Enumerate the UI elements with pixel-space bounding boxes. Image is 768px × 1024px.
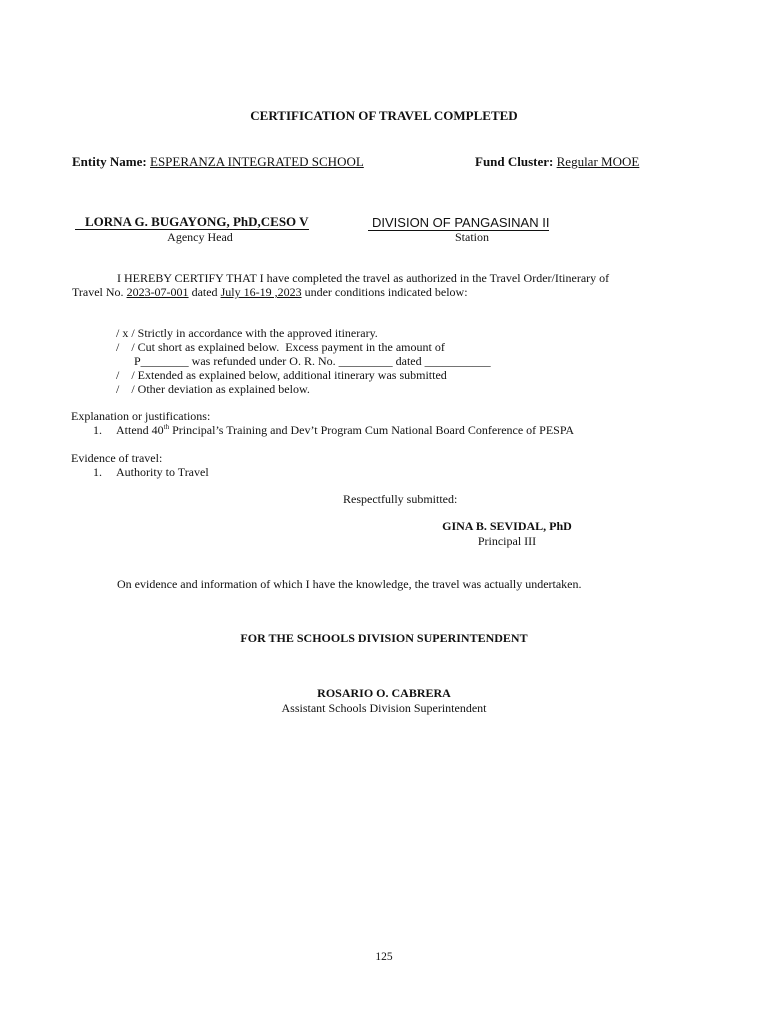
fund-cluster-row xyxy=(475,154,639,170)
fund-cluster-label: Fund Cluster: xyxy=(475,154,554,169)
explanation-sup: th xyxy=(163,423,170,431)
condition-other: / / Other deviation as explained below. xyxy=(116,382,310,396)
travel-no-label: Travel No. xyxy=(72,285,124,299)
station-label: Station xyxy=(454,230,489,244)
travel-date-value: July 16-19 ,2023 xyxy=(220,285,302,299)
entity-name-label: Entity Name: xyxy=(72,154,147,169)
page-number: 125 xyxy=(375,951,393,963)
fund-cluster-value: Regular MOOE xyxy=(556,154,640,169)
agency-head-label: Agency Head xyxy=(167,230,233,244)
explanation-label: Explanation or justifications: xyxy=(71,409,211,423)
principal-name: GINA B. SEVIDAL, PhD xyxy=(442,519,572,533)
principal-title: Principal III xyxy=(477,534,537,548)
evidence-number: 1. xyxy=(93,465,102,479)
entity-name-row xyxy=(72,154,364,170)
condition-strict: / x / Strictly in accordance with the approved itinerary. xyxy=(116,326,378,340)
certify-line-2 xyxy=(72,285,468,300)
attestation-text: On evidence and information of which I have the knowledge, the travel was actually undertaken. xyxy=(117,577,582,591)
respectfully-submitted: Respectfully submitted: xyxy=(343,492,458,506)
condition-extended: / / Extended as explained below, additional itinerary was submitted xyxy=(116,368,447,382)
certify-suffix: under conditions indicated below: xyxy=(304,285,468,299)
asds-title: Assistant Schools Division Superintendent xyxy=(281,701,487,715)
explanation-pre: Attend 40 xyxy=(116,423,164,437)
station-name: DIVISION OF PANGASINAN II xyxy=(368,215,549,231)
travel-no-value: 2023-07-001 xyxy=(126,285,189,299)
agency-head-name: LORNA G. BUGAYONG, PhD,CESO V xyxy=(75,214,309,230)
explanation-item xyxy=(116,423,574,438)
evidence-label: Evidence of travel: xyxy=(71,451,163,465)
explanation-number: 1. xyxy=(93,423,102,437)
asds-name: ROSARIO O. CABRERA xyxy=(317,686,451,700)
condition-cut-short: / / Cut short as explained below. Excess payment in the amount of xyxy=(116,340,445,354)
explanation-post: Principal’s Training and Dev’t Program Cum National Board Conference of PESPA xyxy=(169,423,575,437)
entity-name-value: ESPERANZA INTEGRATED SCHOOL xyxy=(150,154,364,169)
document-title: CERTIFICATION OF TRAVEL COMPLETED xyxy=(250,108,518,123)
evidence-item: Authority to Travel xyxy=(116,465,209,479)
dated-label: dated xyxy=(191,285,218,299)
condition-refund-line: P________ was refunded under O. R. No. _________ dated ___________ xyxy=(134,354,491,368)
for-sds-heading: FOR THE SCHOOLS DIVISION SUPERINTENDENT xyxy=(240,631,528,645)
certify-line-1: I HEREBY CERTIFY THAT I have completed the travel as authorized in the Travel Order/Itinerary of xyxy=(117,271,610,285)
